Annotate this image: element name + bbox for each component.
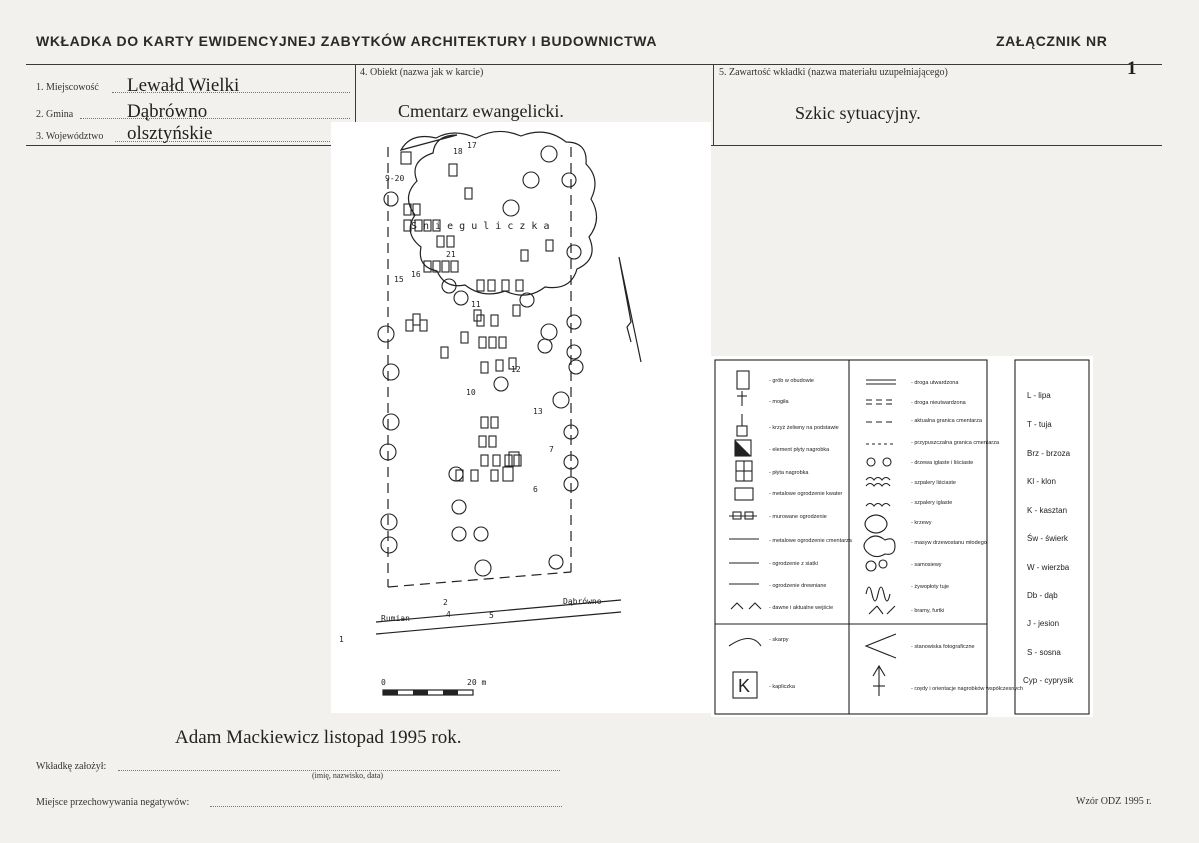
svg-text:17: 17 [467,141,477,150]
legend [711,356,1093,717]
scale-end: 20 m [467,678,487,687]
divider-2 [713,64,714,146]
legend-c1-9: - ogrodzenie drewniane [769,583,827,589]
svg-text:4: 4 [446,610,451,619]
svg-text:1: 1 [339,635,344,644]
legend-c1-2: - krzyż żeliwny na podstawie [769,425,839,431]
legend-c2-8: - masyw drzewostanu młodego [911,540,987,546]
tree-7: Db - dąb [1027,591,1058,600]
zalozyl-hint: (imię, nazwisko, data) [312,771,384,780]
legend-c2-13: - rzędy i orientacje nagrobków współczesnych [911,686,1023,692]
zalozyl-label: Wkładkę założył: [36,761,107,772]
legend-c2-2: - aktualna granica cmentarza [911,418,982,424]
legend-c1-8: - ogrodzenie z siatki [769,561,818,567]
site-sketch-sheet [331,122,711,713]
gmina-dots [80,118,350,119]
wojewodztwo-value: olsztyńskie [127,123,213,144]
legend-c1-6: - murowane ogrodzenie [769,514,827,520]
legend-c2-12: - stanowiska fotograficzne [911,644,975,650]
svg-text:15: 15 [394,275,404,284]
svg-text:11: 11 [471,300,481,309]
gmina-label: 2. Gmina [36,109,74,120]
scale-start: 0 [381,678,386,687]
tree-2: Brz - brzoza [1027,449,1071,458]
svg-text:16: 16 [411,270,421,279]
negatywy-label: Miejsce przechowywania negatywów: [36,797,190,808]
tree-9: S - sosna [1027,648,1061,657]
legend-c2-4: - drzewa iglaste i liściaste [911,460,974,466]
legend-c2-10: - żywopłoty tuje [911,584,949,590]
kaplica-symbol: K [738,676,751,696]
svg-text:21: 21 [446,250,456,259]
tree-10: Cyp - cyprysik [1023,676,1074,685]
legend-c1-11: - skarpy [769,637,789,643]
legend-c2-11: - bramy, furtki [911,608,945,614]
trees [378,146,583,576]
tree-3: Kl - klon [1027,477,1056,486]
negatywy-dots [210,806,562,807]
legend-sheet [711,356,1093,717]
svg-text:5: 5 [489,611,494,620]
legend-c2-1: - droga nieutwardzona [911,400,966,406]
legend-c1-7: - metalowe ogrodzenie cmentarza [769,538,852,544]
svg-text:2: 2 [443,598,448,607]
annex-number: 1 [1127,58,1137,79]
obiekt-value: Cmentarz ewangelicki. [398,101,564,121]
road-left-label: Rumian [381,614,410,623]
tree-8: J - jesion [1027,619,1060,628]
gmina-value: Dąbrówno [127,101,208,122]
tree-0: L - lipa [1027,391,1051,400]
author-line: Adam Mackiewicz listopad 1995 rok. [175,727,462,748]
legend-c2-6: - szpalery iglaste [911,500,953,506]
form-template-note: Wzór ODZ 1995 r. [1076,796,1152,807]
legend-c2-5: - szpalery liściaste [911,480,956,486]
svg-text:6: 6 [533,485,538,494]
zawartosc-value: Szkic sytuacyjny. [795,103,921,123]
legend-c1-10: - dawne i aktualne wejście [769,605,834,611]
legend-c1-3: - element płyty nagrobka [769,447,830,453]
zawartosc-label: 5. Zawartość wkładki (nazwa materiału uzupełniającego) [719,67,948,78]
form-title: WKŁADKA DO KARTY EWIDENCYJNEJ ZABYTKÓW ARCHITEKTURY I BUDOWNICTWA [36,33,658,49]
legend-c1-12: - kapliczka [769,684,795,690]
miejscowosc-value: Lewałd Wielki [127,75,240,96]
wojewodztwo-label: 3. Województwo [36,131,104,142]
legend-c2-9: - samosiewy [911,562,942,568]
forest-label: Ś n i e g u l i c z k a [411,221,550,232]
svg-text:10: 10 [466,388,476,397]
legend-c1-0: - grób w obudowie [769,378,814,384]
legend-c1-1: - mogiła [769,399,789,405]
forest-outline [401,131,597,295]
tree-1: T - tuja [1027,420,1052,429]
svg-text:7: 7 [549,445,554,454]
legend-c2-7: - krzewy [911,520,932,526]
legend-c2-3: - przypuszczalna granica cmentarza [911,440,1000,446]
svg-text:13: 13 [533,407,543,416]
obiekt-label: 4. Obiekt (nazwa jak w karcie) [360,67,484,78]
annex-label: ZAŁĄCZNIK NR [996,33,1108,49]
tree-6: W - wierzba [1027,563,1070,572]
svg-text:18: 18 [453,147,463,156]
road-right-label: Dąbrówno [563,597,602,606]
header-rule [26,64,1162,65]
pt-label: 9-20 [385,174,405,183]
legend-c1-5: - metalowe ogrodzenie kwater [769,491,843,497]
site-sketch-map [331,122,711,713]
tree-5: Św - świerk [1027,534,1068,543]
miejscowosc-label: 1. Miejscowość [36,82,99,93]
svg-text:12: 12 [511,365,521,374]
legend-c2-0: - droga utwardzona [911,380,959,386]
tree-4: K - kasztan [1027,506,1068,515]
legend-c1-4: - płyta nagrobka [769,470,809,476]
